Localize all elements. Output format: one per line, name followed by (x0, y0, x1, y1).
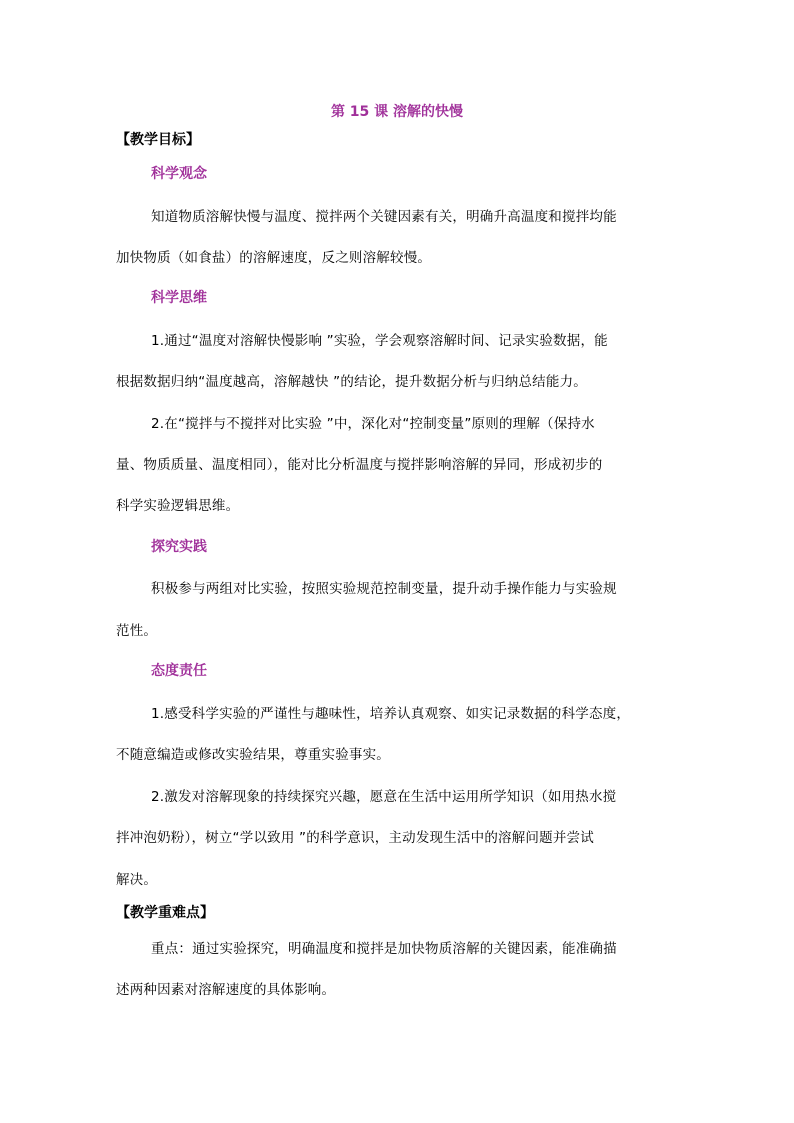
paragraph-line: 2.激发对溶解现象的持续探究兴趣，愿意在生活中运用所学知识（如用热水搅 (151, 789, 617, 805)
paragraph-line: 量、物质质量、温度相同），能对比分析温度与搅拌影响溶解的异同，形成初步的 (116, 457, 603, 473)
paragraph-line: 科学实验逻辑思维。 (116, 498, 240, 514)
paragraph-line: 1.感受科学实验的严谨性与趣味性，培养认真观察、如实记录数据的科学态度， (151, 706, 631, 722)
attitude-responsibility-heading: 态度责任 (151, 663, 207, 679)
paragraph-line: 积极参与两组对比实验，按照实验规范控制变量，提升动手操作能力与实验规 (151, 581, 617, 597)
paragraph-line: 知道物质溶解快慢与温度、搅拌两个关键因素有关，明确升高温度和搅拌均能 (151, 209, 617, 225)
paragraph-line: 解决。 (116, 872, 158, 888)
teaching-goals-heading: 【教学目标】 (116, 132, 200, 148)
paragraph-line: 拌冲泡奶粉），树立“学以致用 ”的科学意识，主动发现生活中的溶解问题并尝试 (116, 830, 594, 846)
paragraph-line: 重点：通过实验探究，明确温度和搅拌是加快物质溶解的关键因素，能准确描 (151, 941, 617, 957)
paragraph-line: 1.通过“温度对溶解快慢影响 ”实验，学会观察溶解时间、记录实验数据，能 (151, 333, 608, 349)
lesson-title: 第 15 课 溶解的快慢 (330, 104, 464, 120)
paragraph-line: 不随意编造或修改实验结果，尊重实验事实。 (116, 747, 390, 763)
paragraph-line: 述两种因素对溶解速度的具体影响。 (116, 982, 336, 998)
paragraph-line: 2.在“搅拌与不搅拌对比实验 ”中，深化对“控制变量”原则的理解（保持水 (151, 416, 595, 432)
science-concept-heading: 科学观念 (151, 166, 207, 182)
paragraph-line: 根据数据归纳“温度越高，溶解越快 ”的结论，提升数据分析与归纳总结能力。 (116, 374, 587, 390)
paragraph-line: 加快物质（如食盐）的溶解速度，反之则溶解较慢。 (116, 250, 432, 266)
inquiry-practice-heading: 探究实践 (151, 539, 207, 555)
key-difficult-points-heading: 【教学重难点】 (116, 905, 214, 921)
paragraph-line: 范性。 (116, 623, 158, 639)
science-thinking-heading: 科学思维 (151, 290, 207, 306)
